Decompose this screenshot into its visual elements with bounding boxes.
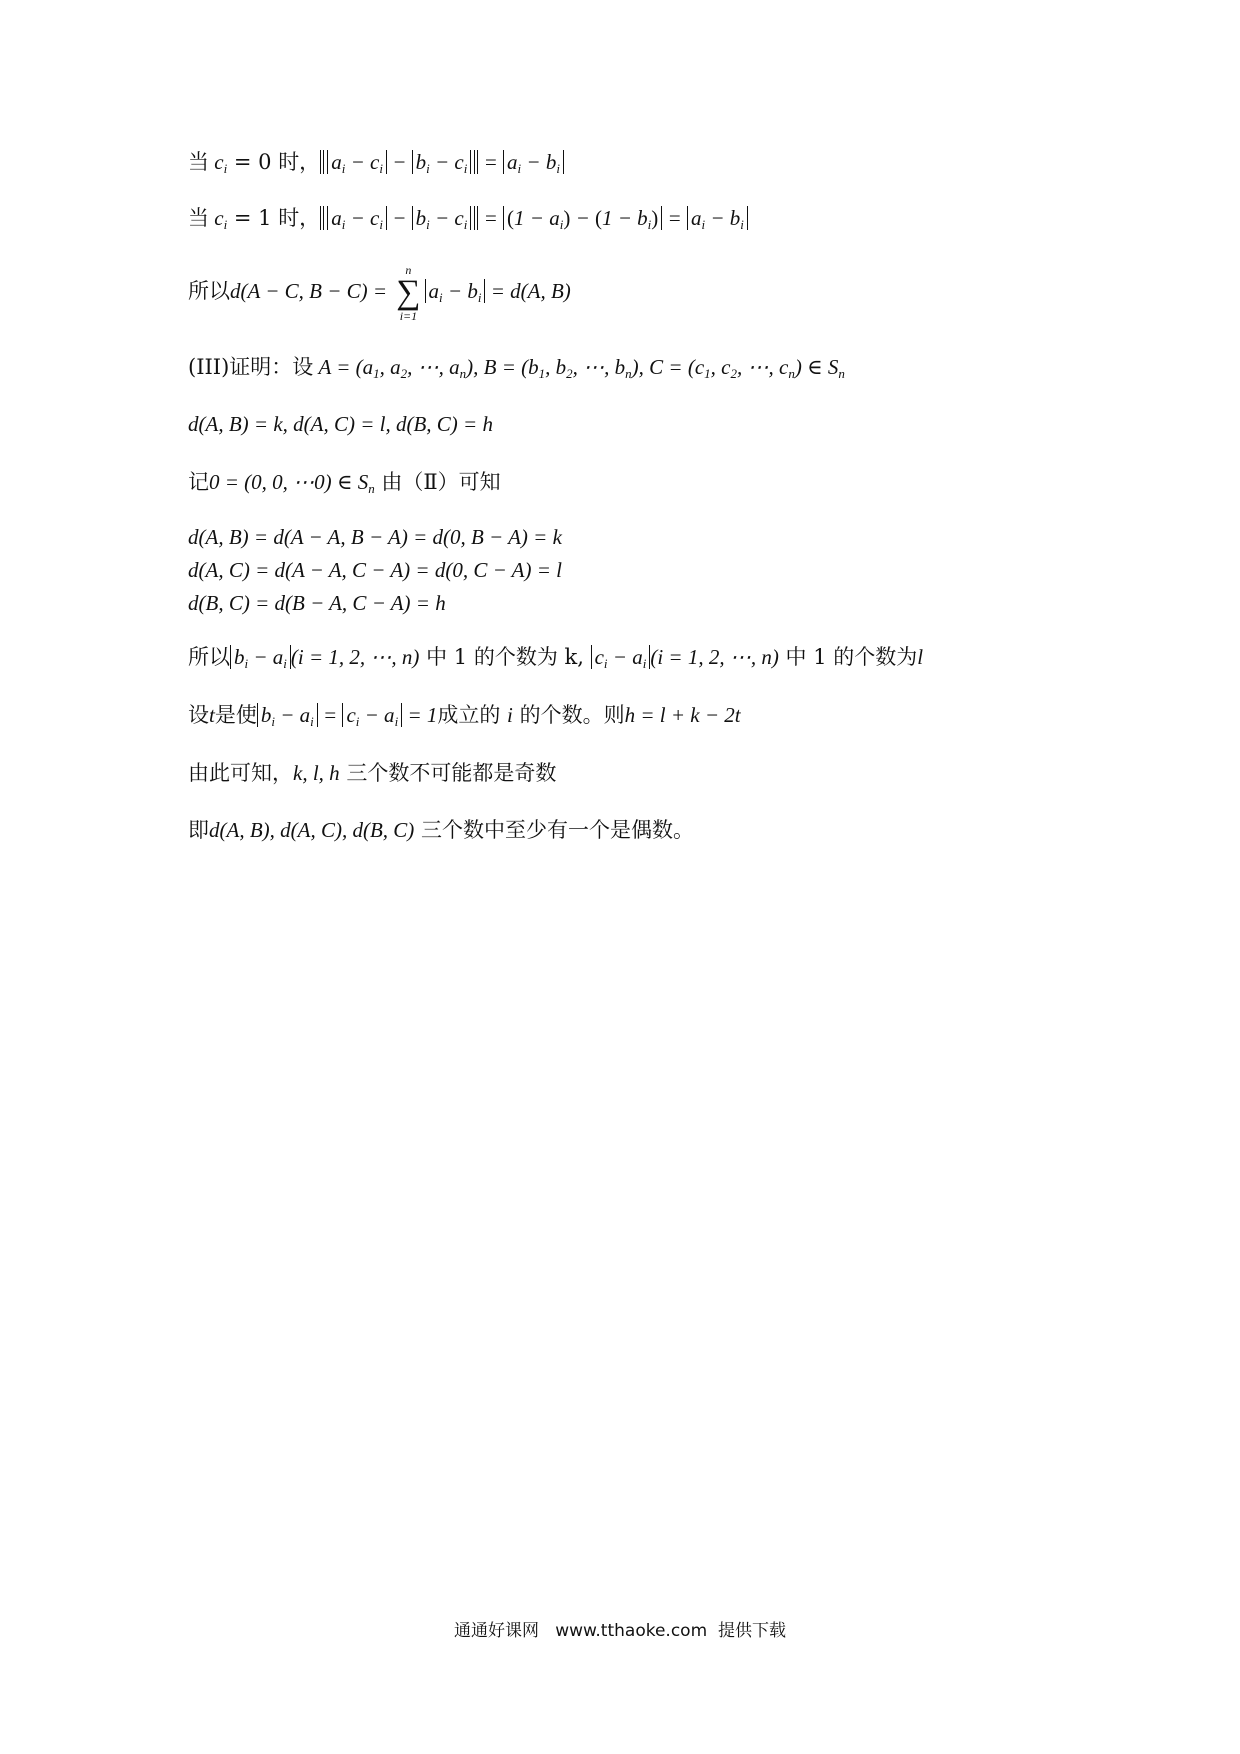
count-ones-line: 所以 $b_i - a_i$ (i = 1, 2, ⋯, n) 中 1 的个数为 k, $c_i - a_i$ (i = 1, 2, ⋯, n) 中 1 的个数为l: [188, 645, 924, 671]
therefore-label: 所以: [188, 278, 230, 303]
therefore-label: 所以: [188, 645, 230, 669]
zero-vector-line: 记0 = (0, 0, ⋯0) ∈ $S_n$ 由（Ⅱ）可知: [188, 470, 501, 496]
count-text-l: 中 1 的个数为: [785, 645, 918, 669]
hence-label: 由此可知，: [188, 761, 293, 785]
by-part-two-label: 由（Ⅱ）可知: [381, 470, 501, 494]
let-label: 设: [188, 703, 209, 727]
equation-dab: d(A, B) = d(A − A, B − A) = d(0, B − A) = k: [188, 525, 562, 549]
case-prefix: 当: [188, 150, 209, 174]
count-text-k: 中 1 的个数为 k,: [426, 645, 584, 669]
equation-dbc: d(B, C) = d(B − A, C − A) = h: [188, 591, 446, 615]
denote-label: 记: [188, 470, 209, 494]
conclusion-line: 即d(A, B), d(A, C), d(B, C) 三个数中至少有一个是偶数。: [188, 818, 694, 842]
equation-dac: d(A, C) = d(A − A, C − A) = d(0, C − A) = l: [188, 558, 562, 582]
case-prefix: 当: [188, 206, 209, 230]
define-t-line: 设t是使 $b_i - a_i = c_i - a_i = 1$成立的 i 的个数。则h = l + k − 2t: [188, 703, 741, 729]
parity-statement: 三个数不可能都是奇数: [346, 761, 557, 785]
sum-conclusion-line: 所以d(A − C, B − C) = n ∑ i=1 $a_i - b_i = d(A$, B): [188, 263, 571, 323]
conclusion-statement: 三个数中至少有一个是偶数。: [420, 818, 694, 842]
is-such-that-label: 是使: [214, 703, 257, 727]
case-suffix: 时，: [278, 206, 321, 230]
proof-label: (III)证明：设: [188, 355, 314, 379]
part-three-setup-line: (III)证明：设 $A = (a_1$, $a_2$, ⋯, $a_n$), $B = (b_1$, $b_2$, ⋯, $b_n$), $C = (c_1$, $c_2$, ⋯, $c_n$) ∈ $S_n$: [188, 355, 845, 381]
case-c-zero-line: 当 $c_i = 0$ 时， $a_i - c_i - b_i - c_i = a_i - b_i$: [188, 150, 564, 175]
that-is-label: 即: [188, 818, 209, 842]
page-footer: 通通好课网 www.tthaoke.com 提供下载: [454, 1621, 786, 1641]
parity-line: 由此可知，k, l, h 三个数不可能都是奇数: [188, 761, 557, 785]
distance-definitions-line: d(A, B) = k, d(A, C) = l, d(B, C) = h: [188, 412, 493, 436]
case-c-one-line: 当 $c_i = 1$ 时， $a_i - c_i - b_i - c_i = (1 - a_i) - (1 - b_i) = a_i - b_i$: [188, 206, 748, 231]
case-suffix: 时，: [278, 150, 321, 174]
holds-label: 成立的: [437, 703, 501, 727]
summation-symbol: n ∑ i=1: [396, 263, 421, 323]
count-then-label: 的个数。则: [519, 703, 625, 727]
